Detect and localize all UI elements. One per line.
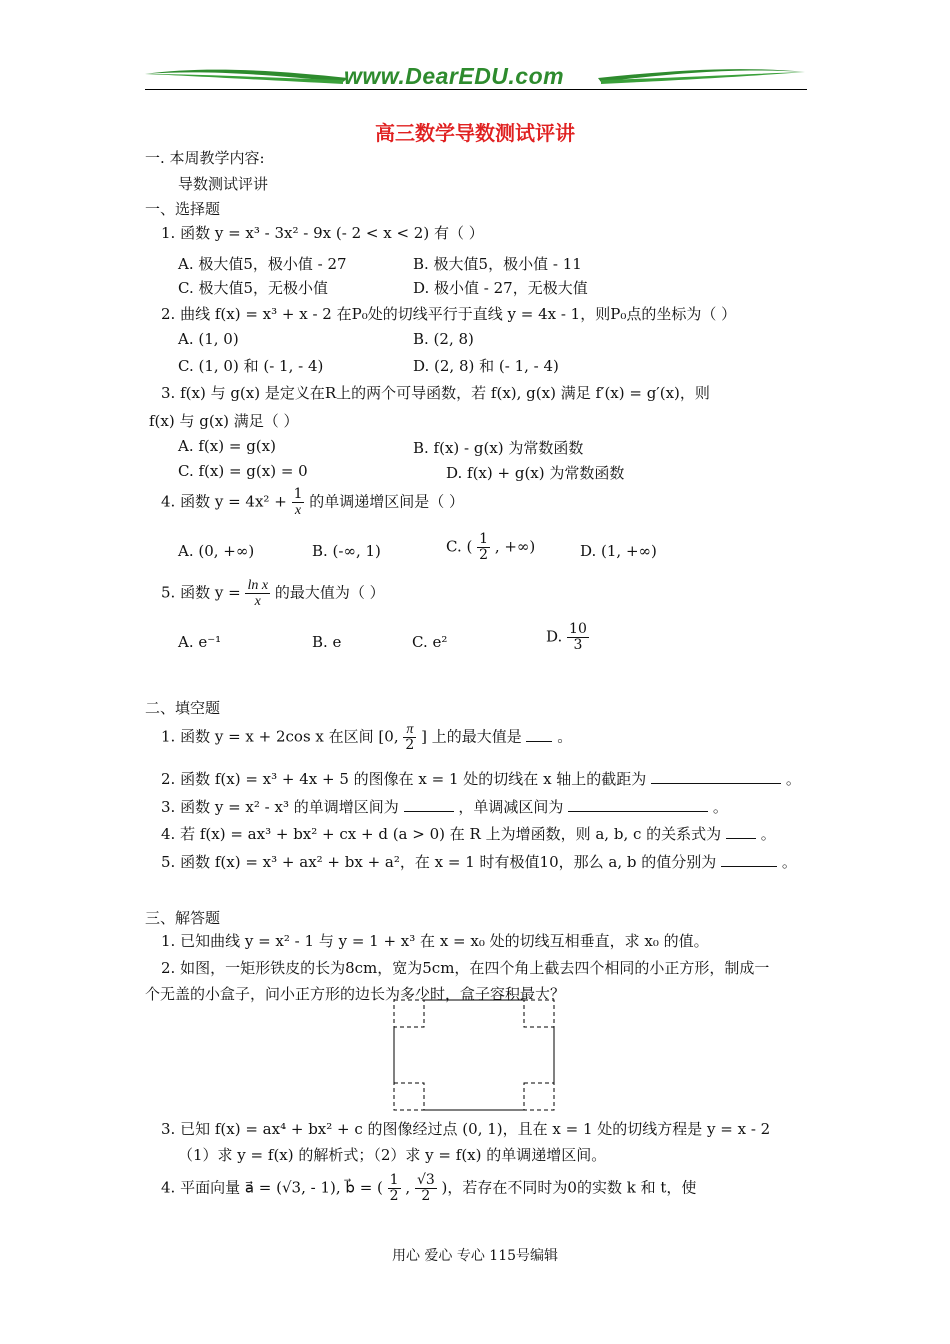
page-title: 高三数学导数测试评讲: [375, 121, 575, 145]
q2-option-a: A. (1, 0): [178, 330, 239, 348]
q5d-frac-den: 3: [573, 637, 583, 653]
q3-stem: 3. f(x) 与 g(x) 是定义在R上的两个可导函数，若 f(x), g(x) 满足 f′(x) = g′(x)，则: [161, 384, 710, 402]
answer-q1: 1. 已知曲线 y = x² - 1 与 y = 1 + x³ 在 x = x₀ 处的切线互相垂直，求 x₀ 的值。: [161, 932, 709, 950]
q4-option-b: B. (-∞, 1): [312, 542, 381, 560]
q1-option-b: B. 极大值5，极小值 - 11: [413, 255, 582, 273]
answer-q2-line2: 个无盖的小盒子，问小正方形的边长为多少时，盒子容积最大？: [145, 985, 566, 1003]
fill-q3-mid: ，单调减区间为: [458, 798, 564, 816]
answer-q4-frac2: [415, 1173, 437, 1204]
q5d-label: D.: [546, 627, 563, 646]
answer-q4: [161, 1173, 696, 1204]
q4-frac-den: x: [294, 503, 302, 518]
fill-q4-blank[interactable]: [726, 824, 756, 839]
q5-option-d: [546, 622, 589, 653]
fill-q5-text: 5. 函数 f(x) = x³ + ax² + bx + a²，在 x = 1 时有极值10，那么 a, b 的值分别为: [161, 853, 717, 871]
fill-q1-frac-num: π: [403, 722, 416, 738]
q1-option-a: A. 极大值5，极小值 - 27: [178, 255, 347, 273]
figure-rectangle: [394, 1000, 554, 1110]
figure-corner-squares: [394, 1000, 554, 1110]
q4-fraction: [292, 487, 305, 518]
section-choice-heading: 一、选择题: [145, 200, 221, 218]
q1-stem: 1. 函数 y = x³ - 3x² - 9x (- 2 < x < 2) 有（ ）: [161, 224, 484, 242]
q4c-fraction: [477, 532, 490, 563]
answer-q2-line1: 2. 如图，一矩形铁皮的长为8cm，宽为5cm，在四个角上截去四个相同的小正方形，制成一: [161, 959, 770, 977]
q5-frac-den: x: [254, 594, 261, 609]
fill-q5-blank[interactable]: [721, 852, 777, 867]
fill-q1-blank[interactable]: [526, 727, 552, 742]
site-logo[interactable]: www.DearEDU.com: [344, 63, 565, 89]
q5d-frac-num: 10: [569, 621, 587, 637]
fill-q1-end: 。: [557, 727, 573, 746]
q4c-frac-num: 1: [479, 531, 489, 547]
q4-option-a: A. (0, +∞): [178, 542, 255, 560]
section-fill-heading: 二、填空题: [145, 699, 221, 717]
page-footer: 用心 爱心 专心 115号编辑: [391, 1248, 559, 1264]
q4c-frac-den: 2: [479, 547, 489, 563]
header-rule: [145, 89, 807, 90]
q4c-prefix: C. (: [446, 537, 473, 556]
fill-q2: [161, 768, 801, 789]
answer-q4-prefix: 4. 平面向量 a⃗ = (√3, - 1), b⃗ = (: [161, 1178, 383, 1197]
answer-q3-line2: （1）求 y = f(x) 的解析式；（2）求 y = f(x) 的单调递增区间。: [178, 1146, 607, 1164]
q2-option-d: D. (2, 8) 和 (- 1, - 4): [413, 357, 559, 375]
q5-option-a: A. e⁻¹: [178, 633, 222, 651]
fill-q2-end: 。: [785, 770, 801, 788]
fill-q1-suffix: ] 上的最大值是: [421, 727, 522, 746]
fill-q3-text: 3. 函数 y = x² - x³ 的单调增区间为: [161, 798, 399, 816]
q1-option-d: D. 极小值 - 27，无极大值: [413, 279, 588, 297]
fill-q2-text: 2. 函数 f(x) = x³ + 4x + 5 的图像在 x = 1 处的切线在 x 轴上的截距为: [161, 770, 647, 788]
fill-q2-blank[interactable]: [651, 769, 781, 784]
fill-q5: [161, 851, 797, 872]
q4-stem: [161, 487, 464, 518]
q4-prefix: 4. 函数 y = 4x² +: [161, 492, 287, 511]
fill-q1: [161, 722, 572, 753]
q2-option-c: C. (1, 0) 和 (- 1, - 4): [178, 357, 324, 375]
fill-q4-end: 。: [760, 825, 776, 843]
q5-option-c: C. e²: [412, 633, 448, 651]
answer-q4-f2-num: √3: [416, 1172, 435, 1188]
content-body: 导数测试评讲: [178, 175, 269, 193]
answer-q3-line1: 3. 已知 f(x) = ax⁴ + bx² + c 的图像经过点 (0, 1)，且在 x = 1 处的切线方程是 y = x - 2: [161, 1120, 771, 1138]
fill-q5-end: 。: [781, 853, 797, 871]
q4-option-d: D. (1, +∞): [580, 542, 657, 560]
fill-q3-blank-2[interactable]: [568, 797, 708, 812]
q5-option-b: B. e: [312, 633, 342, 651]
answer-q4-sep: ,: [405, 1178, 411, 1197]
fill-q4-text: 4. 若 f(x) = ax³ + bx² + cx + d (a > 0) 在 R 上为增函数，则 a, b, c 的关系式为: [161, 825, 722, 843]
fill-q3: [161, 796, 728, 817]
box-figure: [390, 996, 560, 1114]
q4-frac-num: 1: [293, 486, 303, 502]
figure-corner-gaps: [394, 1000, 554, 1110]
answer-q4-frac1: [388, 1173, 401, 1204]
q1-option-c: C. 极大值5，无极小值: [178, 279, 329, 297]
q3-option-a: A. f(x) = g(x): [178, 437, 276, 455]
q3-option-b: B. f(x) - g(x) 为常数函数: [413, 439, 584, 457]
answer-q4-suffix: )，若存在不同时为0的实数 k 和 t，使: [441, 1178, 697, 1197]
answer-q4-f2-den: 2: [421, 1188, 431, 1204]
q2-stem: 2. 曲线 f(x) = x³ + x - 2 在P₀处的切线平行于直线 y = 4x - 1，则P₀点的坐标为（ ）: [161, 305, 737, 323]
answer-q4-f1-den: 2: [389, 1188, 399, 1204]
fill-q1-prefix: 1. 函数 y = x + 2cos x 在区间 [0,: [161, 727, 399, 746]
q5-prefix: 5. 函数 y =: [161, 583, 241, 602]
q4-suffix: 的单调递增区间是（ ）: [309, 492, 465, 511]
content-heading: 一. 本周教学内容:: [145, 149, 265, 167]
q2-option-b: B. (2, 8): [413, 330, 474, 348]
q4c-suffix: , +∞): [494, 537, 536, 556]
q5-frac-num: ln x: [247, 578, 269, 593]
fill-q3-blank-1[interactable]: [404, 797, 454, 812]
q5-fraction: [245, 578, 270, 609]
answer-q4-f1-num: 1: [389, 1172, 399, 1188]
q3-option-d: D. f(x) + g(x) 为常数函数: [446, 464, 625, 482]
fill-q1-fraction: [403, 722, 416, 753]
fill-q4: [161, 823, 776, 844]
fill-q3-end: 。: [712, 798, 728, 816]
fill-q1-frac-den: 2: [405, 737, 415, 753]
q5-stem: [161, 578, 385, 609]
q5-suffix: 的最大值为（ ）: [274, 583, 385, 602]
q5d-fraction: [567, 622, 589, 653]
q4-option-c: [446, 532, 535, 563]
q3-option-c: C. f(x) = g(x) = 0: [178, 462, 308, 480]
q3-stem-cont: f(x) 与 g(x) 满足（ ）: [149, 412, 299, 430]
section-answer-heading: 三、解答题: [145, 909, 221, 927]
